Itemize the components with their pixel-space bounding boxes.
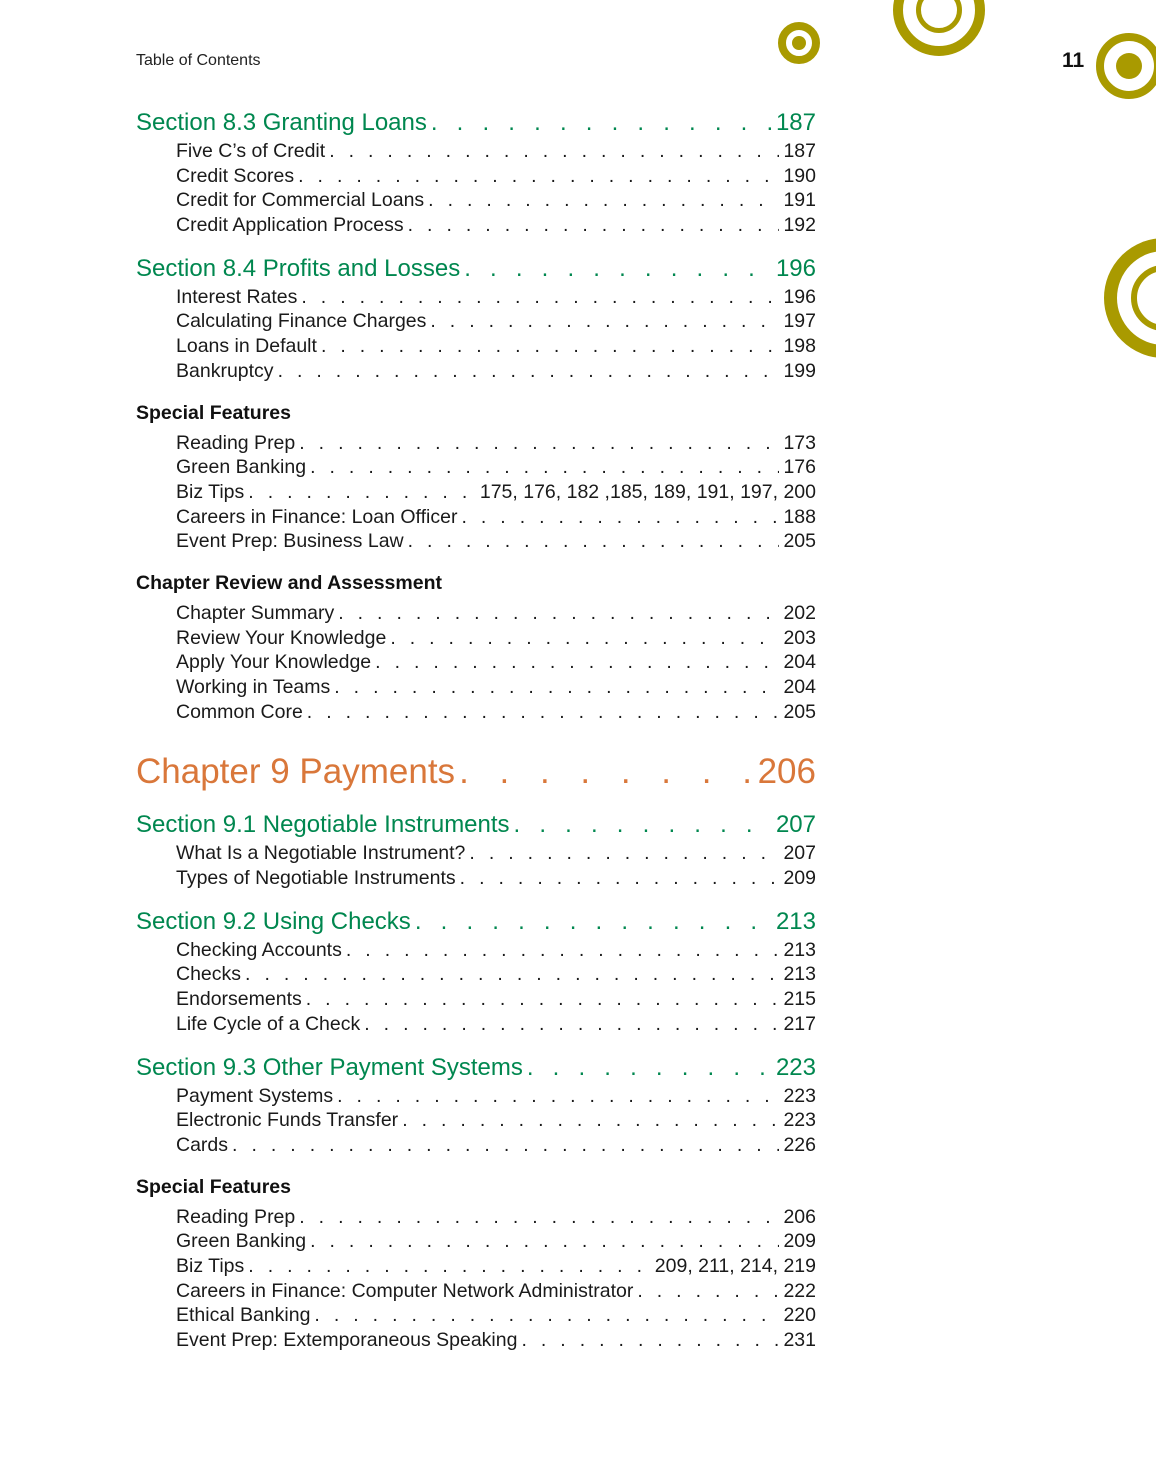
toc-item-page: 209, 211, 214, 219	[654, 1254, 816, 1277]
toc-item-page: 197	[783, 310, 816, 333]
page-number: 11	[1062, 49, 1085, 72]
chapter-review-heading: Chapter Review and Assessment	[136, 571, 442, 594]
toc-item[interactable]	[136, 285, 816, 310]
toc-item-page: 188	[783, 505, 816, 528]
toc-item[interactable]	[136, 455, 816, 480]
section-title: Section 9.1 Negotiable Instruments	[136, 811, 510, 839]
toc-section-9-3[interactable]	[136, 1052, 816, 1084]
toc-item[interactable]	[136, 359, 816, 384]
toc-item-label: Electronic Funds Transfer	[176, 1109, 399, 1132]
section-page: 223	[775, 1053, 816, 1081]
toc-item-label: Types of Negotiable Instruments	[176, 867, 456, 890]
toc-item-page: 187	[783, 140, 816, 162]
toc-item-label: Biz Tips	[176, 480, 245, 503]
toc-item-page: 206	[783, 1205, 816, 1228]
toc-item-page: 202	[783, 601, 816, 624]
toc-item[interactable]	[136, 188, 816, 213]
section-page: 196	[775, 254, 816, 282]
toc-item-label: Credit Application Process	[176, 214, 404, 237]
page-header-title: Table of Contents	[136, 52, 261, 69]
toc-item[interactable]	[136, 938, 816, 963]
toc-item-page: 220	[783, 1304, 816, 1327]
toc-item-label: Green Banking	[176, 1230, 307, 1253]
toc-item-page: 191	[783, 189, 816, 212]
toc-item-page: 192	[783, 214, 816, 237]
toc-item-label: Apply Your Knowledge	[176, 651, 372, 674]
toc-item-label: Endorsements	[176, 988, 302, 1011]
toc-item[interactable]	[136, 431, 816, 456]
toc-item-page: 205	[783, 530, 816, 553]
toc-item-page: 207	[783, 842, 816, 865]
toc-item[interactable]	[136, 1279, 816, 1304]
toc-item-label: Green Banking	[176, 456, 307, 479]
toc-item-label: Careers in Finance: Loan Officer	[176, 505, 458, 528]
chapter-page: 206	[757, 752, 816, 792]
toc-chapter-9[interactable]	[136, 750, 816, 794]
toc-item-page: 204	[783, 676, 816, 698]
toc-item-label: Life Cycle of a Check	[176, 1012, 361, 1035]
toc-item[interactable]	[136, 1012, 816, 1037]
toc-section-8-4[interactable]	[136, 253, 816, 285]
toc-item-page: 203	[783, 626, 816, 649]
toc-item-page: 196	[783, 285, 816, 308]
toc-item[interactable]	[136, 626, 816, 651]
decorative-ring-large	[1104, 238, 1156, 358]
toc-item[interactable]	[136, 1303, 816, 1328]
toc-item-page: 223	[783, 1109, 816, 1132]
toc-item[interactable]	[136, 213, 816, 238]
toc-item-label: Reading Prep	[176, 1205, 296, 1228]
toc-item[interactable]	[136, 1254, 816, 1279]
toc-item-label: Credit Scores	[176, 164, 295, 187]
decorative-ring-page-number	[1096, 33, 1156, 99]
toc-section-8-3[interactable]	[136, 107, 816, 139]
toc-item-label: Five C’s of Credit	[176, 140, 326, 162]
toc-item-page: 175, 176, 182 ,185, 189, 191, 197, 200	[479, 480, 816, 503]
section-title: Section 9.3 Other Payment Systems	[136, 1053, 523, 1081]
toc-item[interactable]	[136, 334, 816, 359]
toc-item-page: 215	[783, 988, 816, 1011]
toc-item[interactable]	[136, 164, 816, 189]
toc-item-label: Careers in Finance: Computer Network Administrator	[176, 1279, 634, 1302]
toc-item-label: Calculating Finance Charges	[176, 310, 427, 333]
chapter-title: Chapter 9 Payments	[136, 752, 456, 792]
toc-item[interactable]	[136, 675, 816, 700]
toc-item-label: Biz Tips	[176, 1254, 245, 1277]
toc-item[interactable]	[136, 139, 816, 164]
section-title: Section 8.3 Granting Loans	[136, 109, 427, 136]
toc-item[interactable]	[136, 1084, 816, 1109]
toc-section-9-1[interactable]	[136, 809, 816, 841]
toc-item-label: Loans in Default	[176, 335, 317, 358]
toc-item[interactable]	[136, 601, 816, 626]
toc-item-label: Reading Prep	[176, 431, 296, 454]
toc-item[interactable]	[136, 1205, 816, 1230]
toc-item-label: Cards	[176, 1133, 229, 1156]
toc-item-label: Checks	[176, 963, 242, 986]
toc-item-label: Working in Teams	[176, 676, 331, 698]
toc-item[interactable]	[136, 987, 816, 1012]
toc-item[interactable]	[136, 700, 816, 725]
section-page: 207	[775, 811, 816, 839]
section-page: 213	[775, 907, 816, 935]
decorative-ring-top	[893, 0, 985, 56]
decorative-ring-small	[778, 22, 820, 64]
special-features-heading: Special Features	[136, 1175, 291, 1198]
toc-item-page: 209	[783, 867, 816, 890]
toc-item[interactable]	[136, 480, 816, 505]
toc-item-label: Chapter Summary	[176, 601, 335, 624]
toc-section-9-2[interactable]	[136, 906, 816, 938]
toc-item-label: Event Prep: Business Law	[176, 530, 404, 553]
toc-item[interactable]	[136, 650, 816, 675]
toc-item[interactable]	[136, 866, 816, 891]
toc-item-label: Common Core	[176, 700, 303, 723]
toc-item-label: Review Your Knowledge	[176, 626, 387, 649]
toc-item-page: 213	[783, 963, 816, 986]
toc-item-page: 231	[783, 1329, 816, 1351]
toc-item-page: 205	[783, 700, 816, 723]
toc-item[interactable]	[136, 529, 816, 554]
section-title: Section 8.4 Profits and Losses	[136, 254, 461, 282]
toc-item-page: 223	[783, 1084, 816, 1107]
toc-item-label: Bankruptcy	[176, 359, 274, 382]
toc-item-page: 204	[783, 651, 816, 674]
toc-item-page: 173	[783, 431, 816, 454]
toc-item-label: Checking Accounts	[176, 938, 342, 961]
toc-item[interactable]	[136, 505, 816, 530]
toc-item-label: Payment Systems	[176, 1084, 334, 1107]
table-of-contents	[136, 107, 816, 1353]
toc-item-page: 190	[783, 164, 816, 187]
toc-item[interactable]	[136, 1108, 816, 1133]
toc-item-page: 226	[783, 1133, 816, 1156]
toc-item[interactable]	[136, 309, 816, 334]
toc-item[interactable]	[136, 1133, 816, 1158]
special-features-heading: Special Features	[136, 401, 291, 424]
section-title: Section 9.2 Using Checks	[136, 907, 411, 935]
toc-item-page: 198	[783, 335, 816, 358]
toc-item[interactable]	[136, 962, 816, 987]
toc-item-label: Credit for Commercial Loans	[176, 189, 425, 212]
toc-item-page: 222	[783, 1279, 816, 1302]
toc-item-label: What Is a Negotiable Instrument?	[176, 842, 466, 865]
toc-item-page: 217	[783, 1012, 816, 1035]
section-page: 187	[775, 109, 816, 136]
toc-item-page: 176	[783, 456, 816, 479]
toc-item-label: Interest Rates	[176, 285, 298, 308]
toc-item-label: Ethical Banking	[176, 1304, 311, 1327]
toc-item[interactable]	[136, 1229, 816, 1254]
toc-item[interactable]	[136, 841, 816, 866]
toc-item-label: Event Prep: Extemporaneous Speaking	[176, 1329, 518, 1351]
toc-item-page: 209	[783, 1230, 816, 1253]
toc-item-page: 199	[783, 359, 816, 382]
toc-item-page: 213	[783, 938, 816, 961]
toc-item[interactable]	[136, 1328, 816, 1353]
